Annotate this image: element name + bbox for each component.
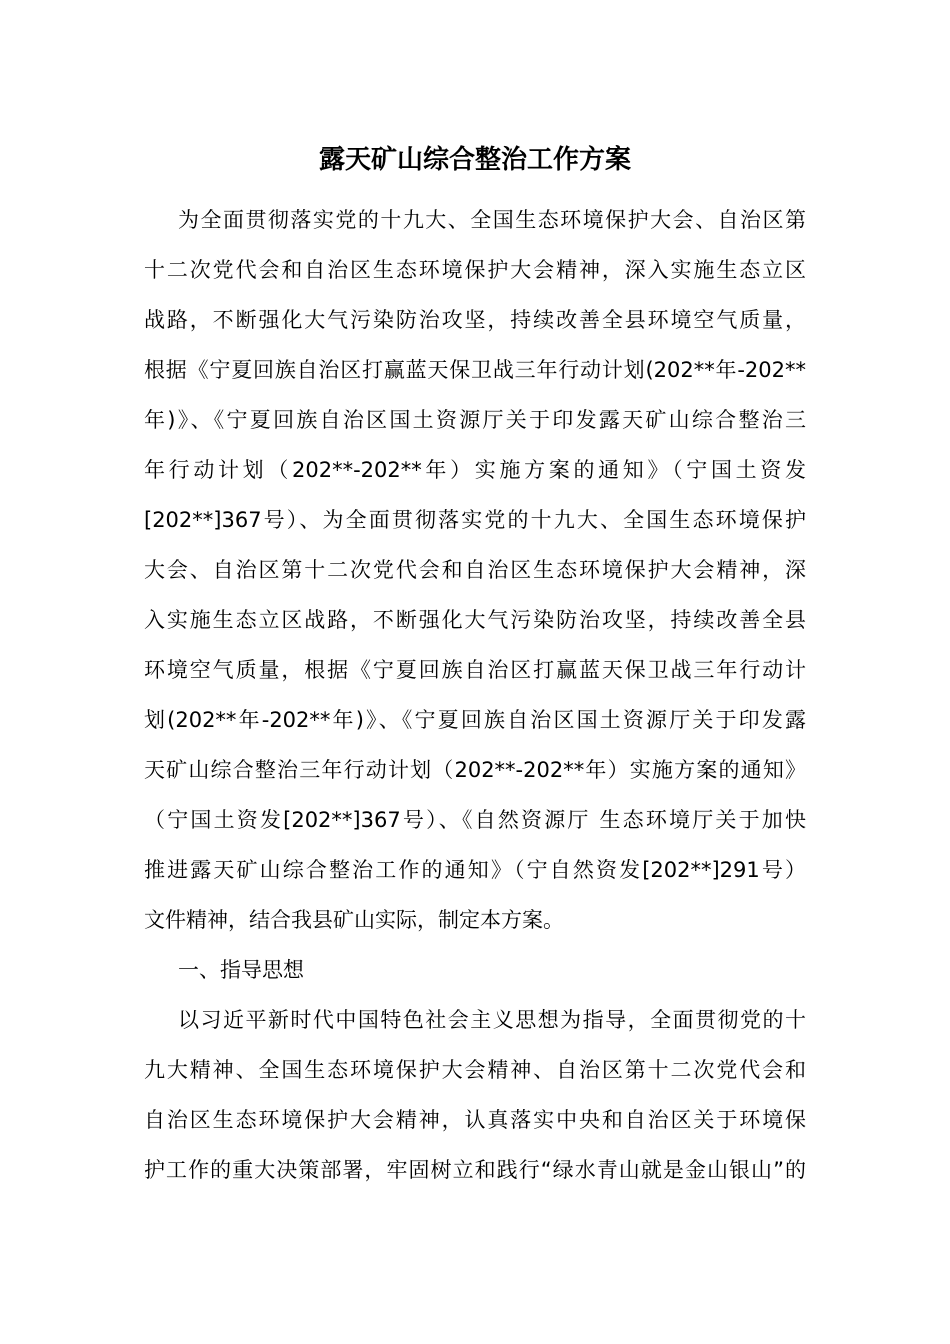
body-line: 根据《宁夏回族自治区打赢蓝天保卫战三年行动计划(202**年-202** [144,358,806,382]
body-line: 推进露天矿山综合整治工作的通知》（宁自然资发[202**]291号） [144,858,806,882]
body-line: 自治区生态环境保护大会精神，认真落实中央和自治区关于环境保 [144,1108,806,1132]
body-line: 十二次党代会和自治区生态环境保护大会精神，深入实施生态立区 [144,258,806,282]
body-line: 天矿山综合整治三年行动计划（202**-202**年）实施方案的通知》 [144,758,806,782]
body-line: 文件精神，结合我县矿山实际，制定本方案。 [144,908,564,932]
body-line: [202**]367号）、为全面贯彻落实党的十九大、全国生态环境保护 [144,508,806,532]
body-line: 大会、自治区第十二次党代会和自治区生态环境保护大会精神，深 [144,558,806,582]
body-line: 入实施生态立区战路，不断强化大气污染防治攻坚，持续改善全县 [144,608,806,632]
body-line: （宁国土资发[202**]367号）、《自然资源厅 生态环境厅关于加快 [144,808,806,832]
body-line: 环境空气质量，根据《宁夏回族自治区打赢蓝天保卫战三年行动计 [144,658,806,682]
body-line: 战路，不断强化大气污染防治攻坚，持续改善全县环境空气质量， [144,308,806,332]
body-line: 护工作的重大决策部署，牢固树立和践行“绿水青山就是金山银山”的 [144,1158,806,1182]
body-line: 年行动计划（202**-202**年）实施方案的通知》（宁国土资发 [144,458,806,482]
body-line: 一、指导思想 [178,958,304,982]
body-line: 九大精神、全国生态环境保护大会精神、自治区第十二次党代会和 [144,1058,806,1082]
body-line: 年)》、《宁夏回族自治区国土资源厅关于印发露天矿山综合整治三 [144,408,806,432]
body-line: 为全面贯彻落实党的十九大、全国生态环境保护大会、自治区第 [178,208,806,232]
document-body [144,195,806,1195]
document-title: 露天矿山综合整治工作方案 [318,145,631,175]
body-line: 划(202**年-202**年)》、《宁夏回族自治区国土资源厅关于印发露 [144,708,806,732]
body-line: 以习近平新时代中国特色社会主义思想为指导，全面贯彻党的十 [178,1008,806,1032]
